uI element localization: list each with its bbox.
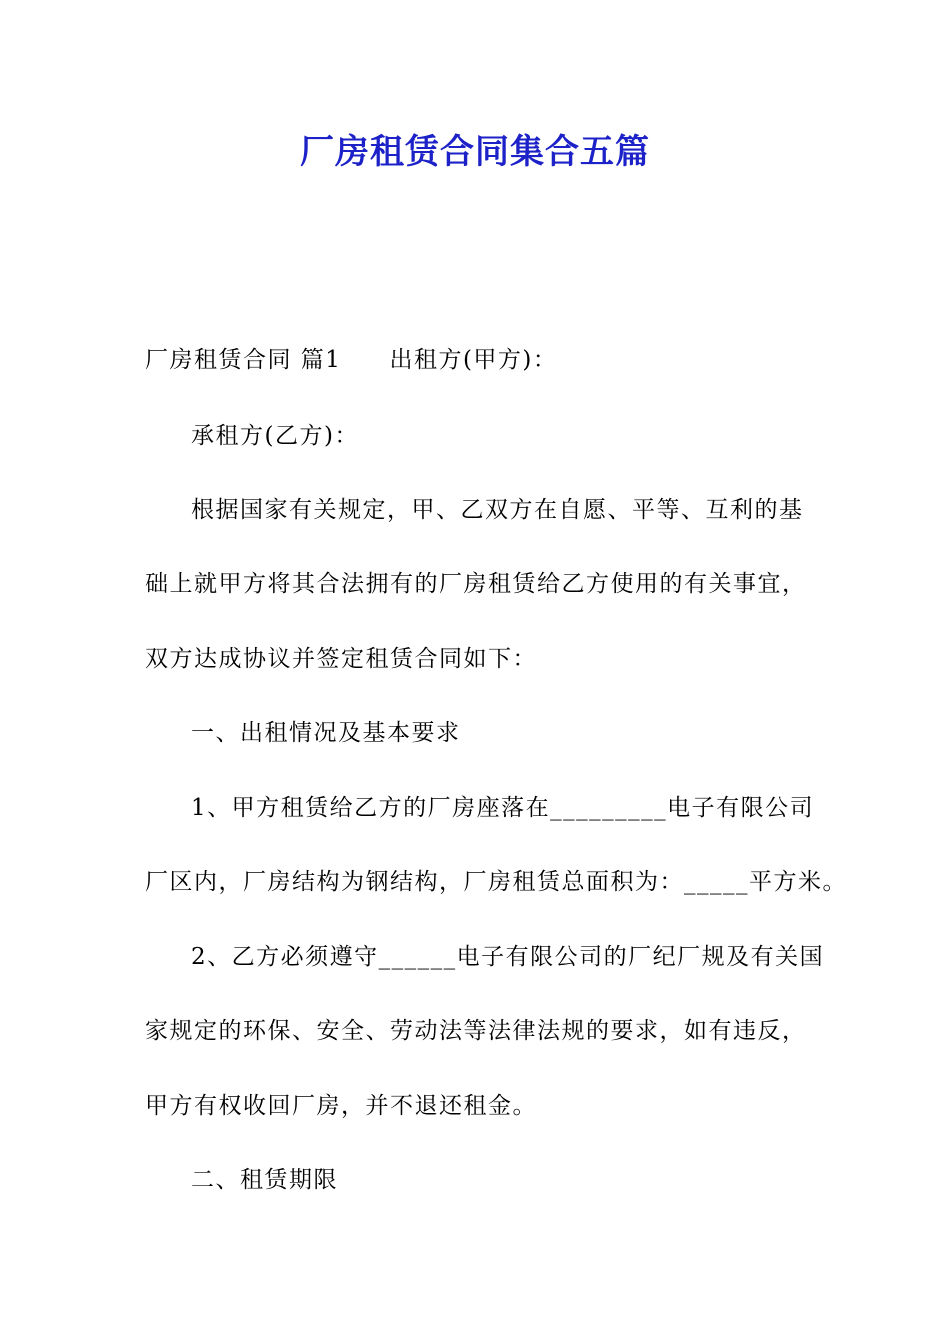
lessor-line: 出租方(甲方)：	[389, 347, 558, 373]
paragraph-line: 双方达成协议并签定租赁合同如下：	[145, 646, 537, 672]
paragraph-line: 厂区内，厂房结构为钢结构，厂房租赁总面积为：_____平方米。	[145, 869, 847, 895]
section-heading-2: 二、租赁期限	[191, 1167, 338, 1193]
lessee-line: 承租方(乙方)：	[191, 423, 359, 449]
paragraph-heading	[145, 344, 825, 376]
paragraph-line: 2、乙方必须遵守______电子有限公司的厂纪厂规及有关国	[191, 944, 825, 970]
paragraph-line: 础上就甲方将其合法拥有的厂房租赁给乙方使用的有关事宜，	[145, 571, 807, 597]
section-heading: 厂房租赁合同 篇1	[145, 347, 342, 373]
paragraph-line: 甲方有权收回厂房，并不退还租金。	[145, 1093, 537, 1119]
paragraph-line: 根据国家有关规定，甲、乙双方在自愿、平等、互利的基	[191, 497, 804, 523]
section-heading-1: 一、出租情况及基本要求	[191, 720, 461, 746]
paragraph-line: 家规定的环保、安全、劳动法等法律法规的要求，如有违反，	[145, 1018, 807, 1044]
paragraph-line: 1、甲方租赁给乙方的厂房座落在_________电子有限公司	[191, 795, 815, 821]
document-title: 厂房租赁合同集合五篇	[300, 132, 650, 172]
